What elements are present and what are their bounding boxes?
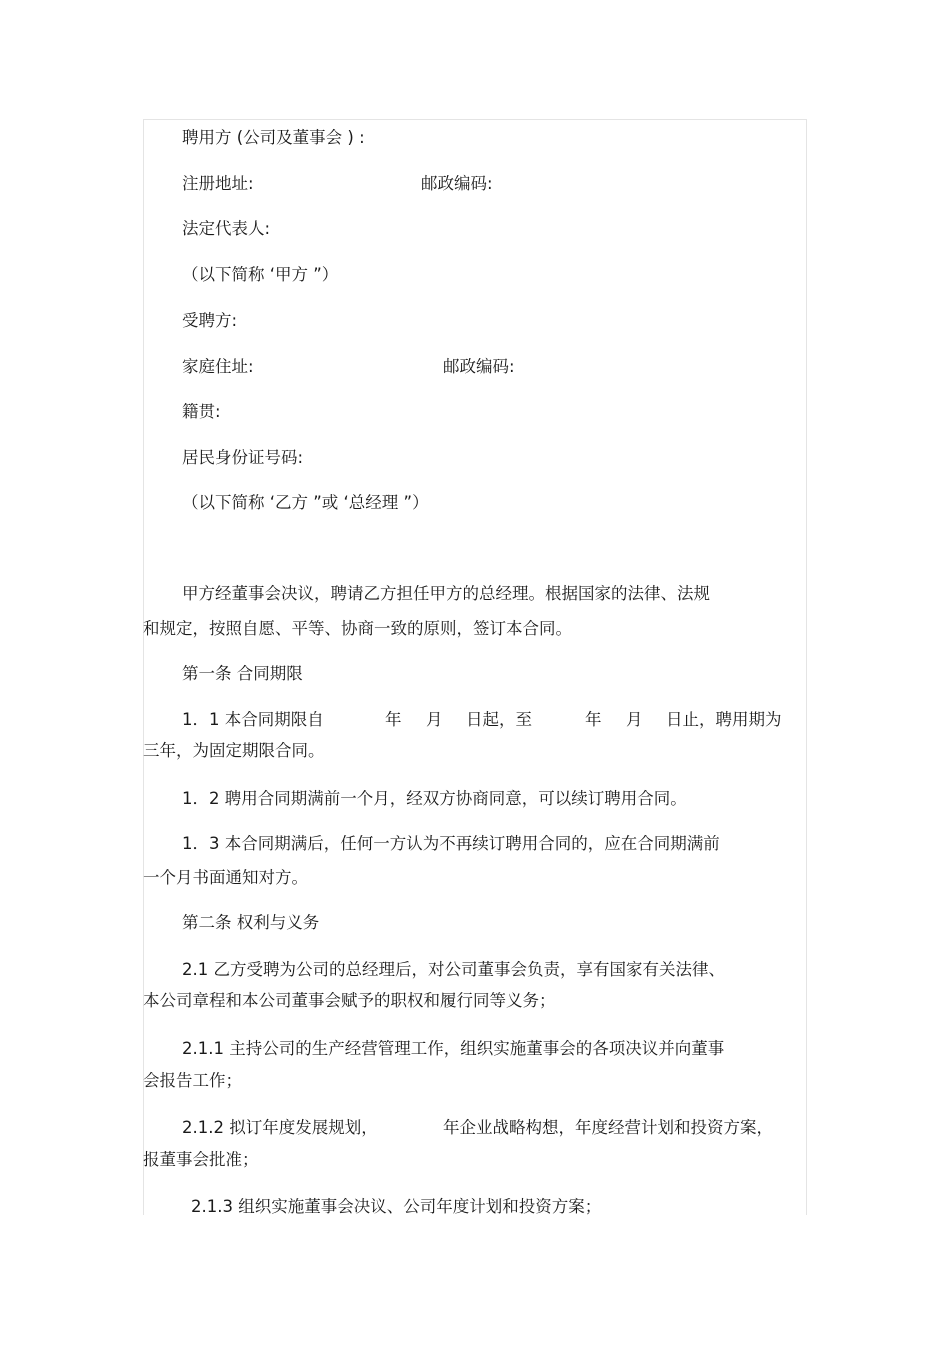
party-b-abbreviation: （以下简称 ‘乙方 ”或 ‘总经理 ”） bbox=[182, 493, 429, 512]
intro-line: 甲方经董事会决议，聘请乙方担任甲方的总经理。根据国家的法律、法规 bbox=[182, 584, 710, 603]
blank-year: 年 bbox=[585, 710, 602, 729]
party-a-abbreviation: （以下简称 ‘甲方 ”） bbox=[182, 265, 339, 284]
blank-month: 月 bbox=[626, 710, 643, 729]
employee-label: 受聘方: bbox=[182, 311, 238, 330]
article-title: 第一条 合同期限 bbox=[182, 664, 303, 683]
article-title: 第二条 权利与义务 bbox=[182, 913, 320, 932]
id-number-label: 居民身份证号码: bbox=[182, 448, 304, 467]
clause-text: 一个月书面通知对方。 bbox=[143, 868, 308, 887]
native-place-label: 籍贯: bbox=[182, 402, 221, 421]
clause-text: 2.1.2 拟订年度发展规划， bbox=[182, 1118, 378, 1137]
blank-month: 月 bbox=[426, 710, 443, 729]
clause-text: 本公司章程和本公司董事会赋予的职权和履行同等义务； bbox=[143, 991, 556, 1010]
clause-text: 1．1 本合同期限自 bbox=[182, 710, 324, 729]
clause-text: 2.1.1 主持公司的生产经营管理工作，组织实施董事会的各项决议并向董事 bbox=[182, 1039, 725, 1058]
clause-text: 报董事会批准； bbox=[143, 1150, 259, 1169]
clause-text: 三年，为固定期限合同。 bbox=[143, 741, 325, 760]
clause-text: 年企业战略构想，年度经营计划和投资方案， bbox=[443, 1118, 773, 1137]
registered-address-label: 注册地址: bbox=[182, 174, 254, 193]
legal-representative-label: 法定代表人: bbox=[182, 219, 271, 238]
intro-line: 和规定，按照自愿、平等、协商一致的原则，签订本合同。 bbox=[143, 619, 572, 638]
clause-text: 2.1.3 组织实施董事会决议、公司年度计划和投资方案； bbox=[191, 1197, 602, 1216]
clause-text: 日止，聘用期为 bbox=[666, 710, 782, 729]
clause-text: 2.1 乙方受聘为公司的总经理后，对公司董事会负责，享有国家有关法律、 bbox=[182, 960, 725, 979]
clause-text: 会报告工作； bbox=[143, 1071, 242, 1090]
clause-text: 日起，至 bbox=[466, 710, 532, 729]
clause-text: 1．2 聘用合同期满前一个月，经双方协商同意，可以续订聘用合同。 bbox=[182, 789, 687, 808]
postcode-label: 邮政编码: bbox=[421, 174, 493, 193]
clause-text: 1．3 本合同期满后，任何一方认为不再续订聘用合同的，应在合同期满前 bbox=[182, 834, 720, 853]
employer-line: 聘用方 (公司及董事会 ) : bbox=[182, 128, 365, 147]
postcode-label: 邮政编码: bbox=[443, 357, 515, 376]
blank-year: 年 bbox=[385, 710, 402, 729]
home-address-label: 家庭住址: bbox=[182, 357, 254, 376]
